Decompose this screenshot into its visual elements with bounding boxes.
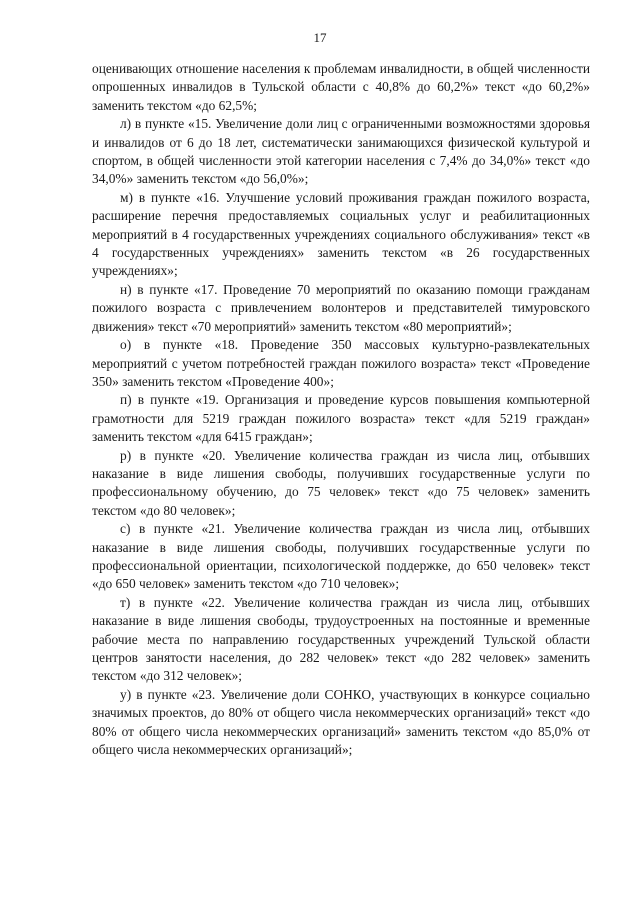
paragraph-item-u: у) в пункте «23. Увеличение доли СОНКО, участвующих в конкурсе социально значимых проектов, до 80% от общего числа некоммерческих организаций» текст «до 80% от общего числа некоммерческих организаций» заменить текстом «до 85,0% от общего числа некоммерческих организаций»; <box>92 686 590 758</box>
paragraph-item-t: т) в пункте «22. Увеличение количества граждан из числа лиц, отбывших наказание в виде лишения свободы, трудоустроенных на постоянные и временные рабочие места по направлению государственных учреждений Тульской области центров занятости населения, до 282 человек» текст «до 282 человек» заменить текстом «до 312 человек»; <box>92 594 590 684</box>
paragraph-item-n: н) в пункте «17. Проведение 70 мероприятий по оказанию помощи гражданам пожилого возраста с привлечением волонтеров и представителей тимуровского движения» текст «70 мероприятий» заменить текстом «80 мероприятий»; <box>92 281 590 334</box>
paragraph-item-m: м) в пункте «16. Улучшение условий проживания граждан пожилого возраста, расширение перечня предоставляемых социальных услуг и реабилитационных мероприятий в 4 государственных учреждениях социального обслуживания» текст «в 4 государственных учреждениях» заменить текстом «в 26 государственных учреждениях»; <box>92 189 590 279</box>
paragraph-continuation: оценивающих отношение населения к проблемам инвалидности, в общей численности опрошенных инвалидов в Тульской области с 40,8% до 60,2%» текст «до 60,2%» заменить текстом «до 62,5%; <box>92 61 590 113</box>
paragraph-item-r: р) в пункте «20. Увеличение количества граждан из числа лиц, отбывших наказание в виде лишения свободы, получивших государственные услуги по профессиональному обучению, до 75 человек» текст «до 75 человек» заменить текстом «до 80 человек»; <box>92 447 590 518</box>
document-body <box>92 60 590 759</box>
paragraph-item-l: л) в пункте «15. Увеличение доли лиц с ограниченными возможностями здоровья и инвалидов от 6 до 18 лет, систематически занимающихся физической культурой и спортом, в общей численности этой категории населения с 7,4% до 34,0%» текст «до 34,0%» заменить текстом «до 56,0%»; <box>92 116 590 187</box>
paragraph-item-o: о) в пункте «18. Проведение 350 массовых культурно-развлекательных мероприятий с учетом потребностей граждан пожилого возраста» текст «Проведение 350» заменить текстом «Проведение 400»; <box>92 337 590 389</box>
paragraph-item-p: п) в пункте «19. Организация и проведение курсов повышения компьютерной грамотности для 5219 граждан пожилого возраста» текст «для 5219 граждан» заменить текстом «для 6415 граждан»; <box>92 392 590 445</box>
page-number: 17 <box>313 30 327 45</box>
paragraph-item-s: с) в пункте «21. Увеличение количества граждан из числа лиц, отбывших наказание в виде лишения свободы, получивших государственные услуги по профессиональной ориентации, психологической поддержке, до 650 человек» текст «до 650 человек» заменить текстом «до 710 человек»; <box>92 521 590 592</box>
